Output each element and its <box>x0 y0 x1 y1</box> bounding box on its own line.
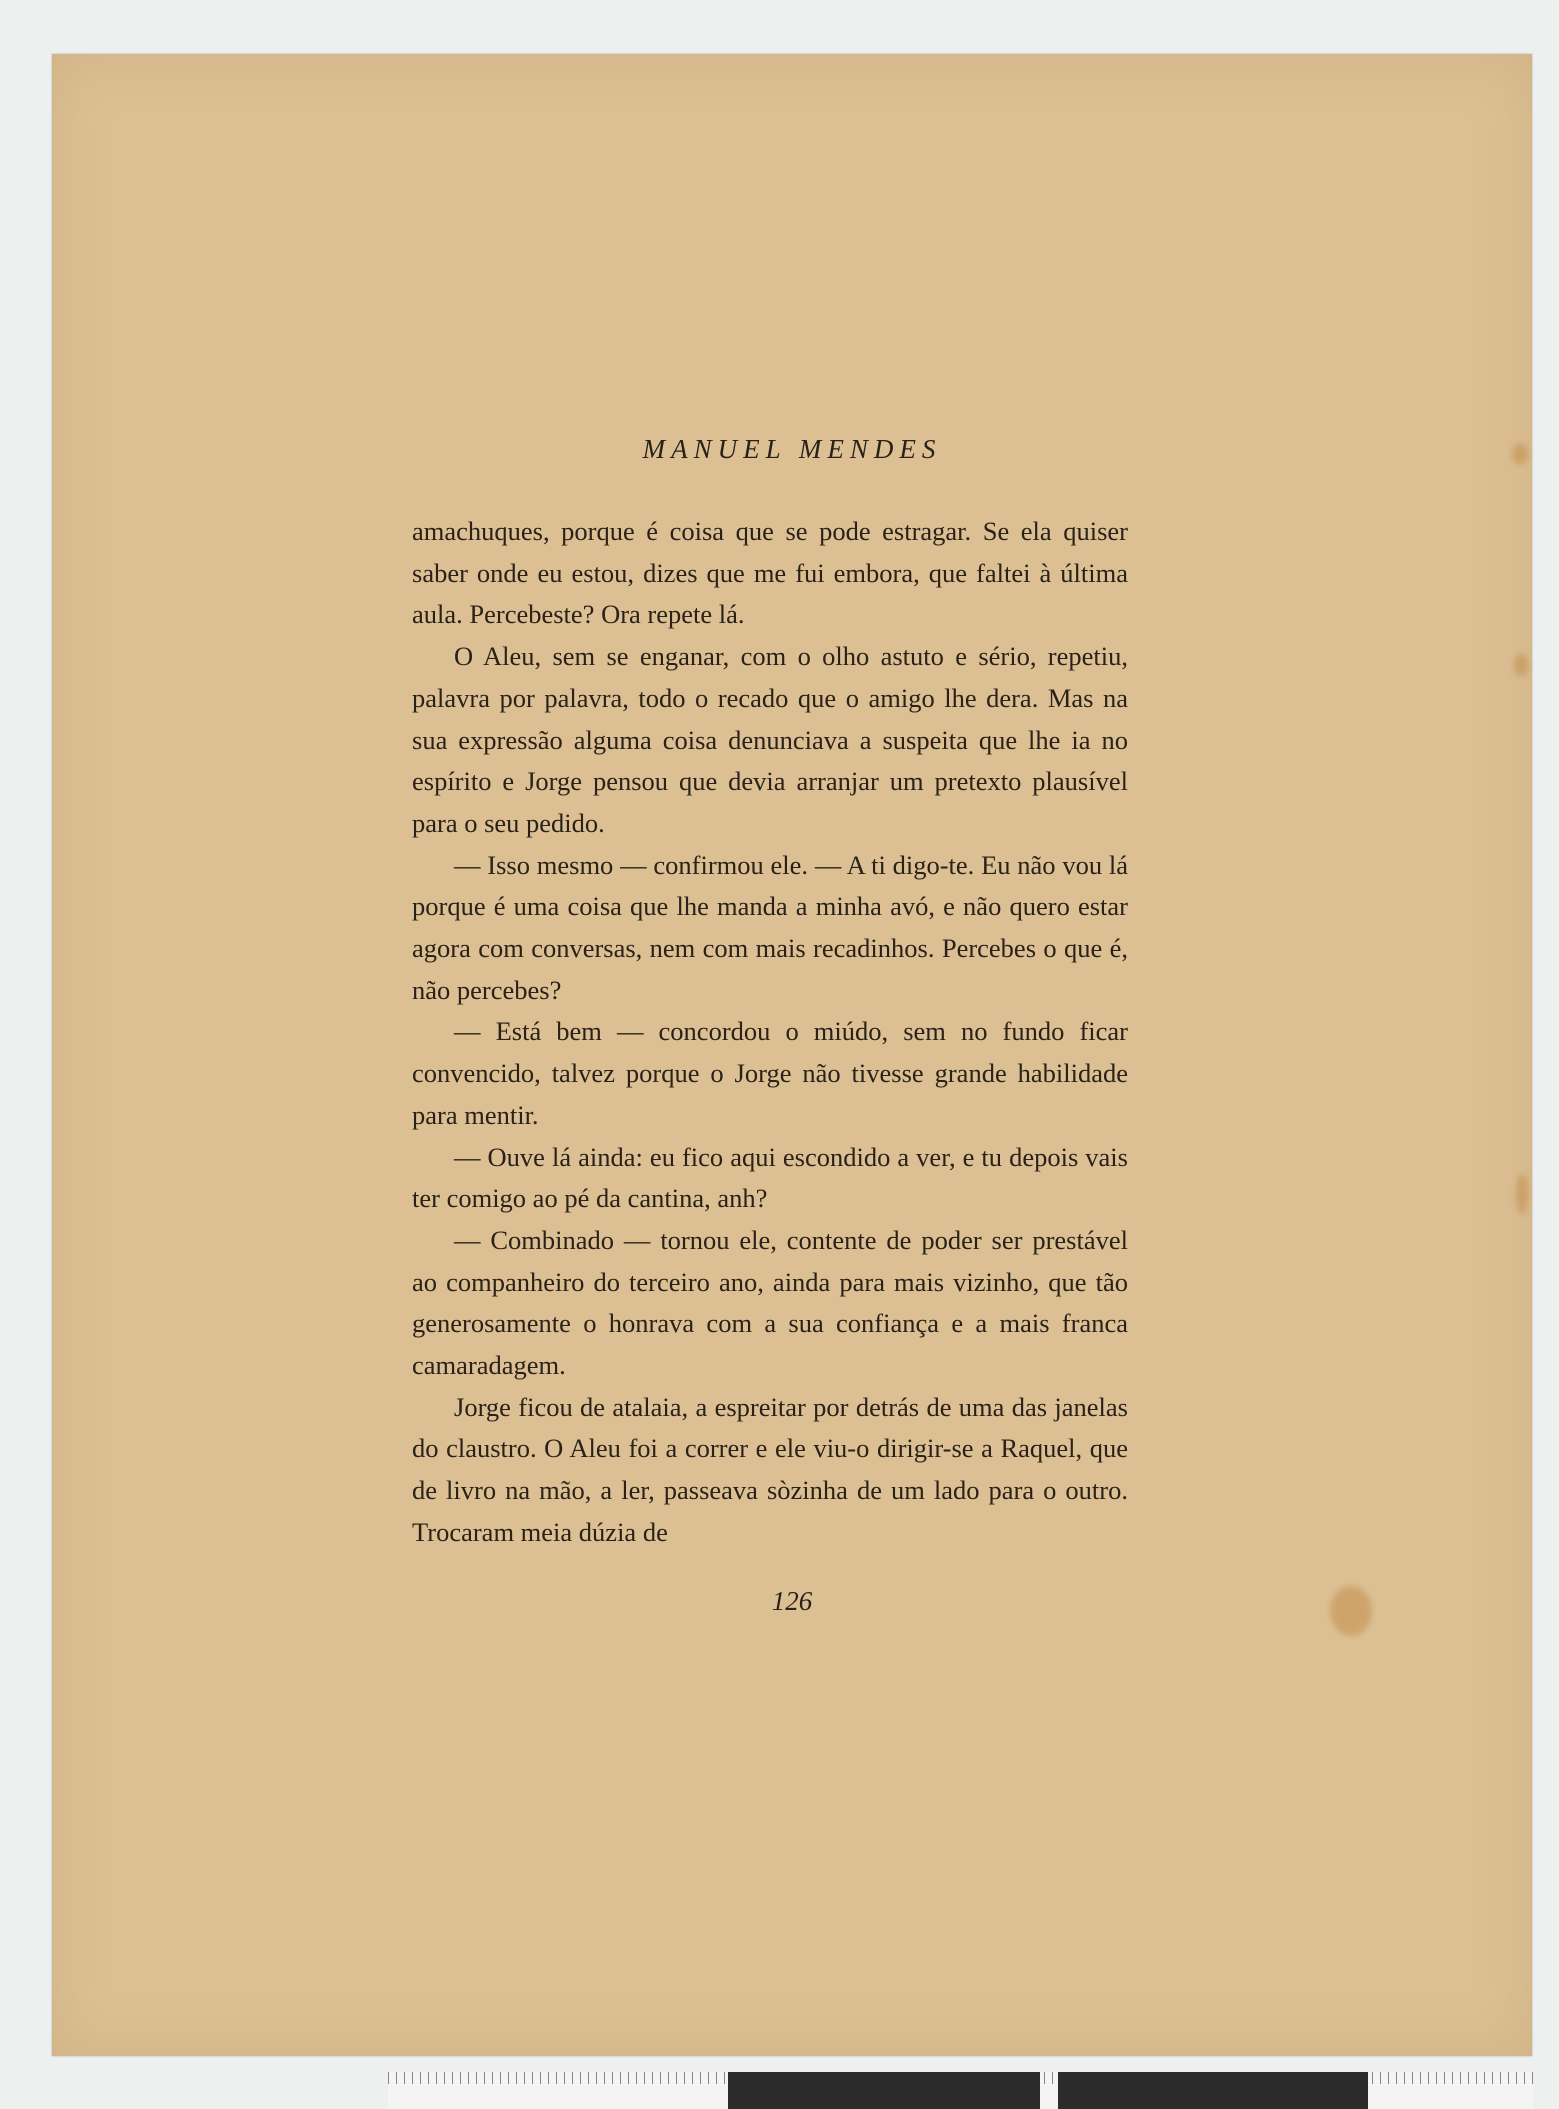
foxing-stain <box>1514 654 1528 676</box>
book-page <box>52 54 1532 2056</box>
running-header: MANUEL MENDES <box>642 434 942 464</box>
paragraph: — Isso mesmo — confirmou ele. — A ti digo-te. Eu não vou lá porque é uma coisa que lhe manda a minha avó, e não quero estar agora com conversas, nem com mais recadinhos. Percebes o que é, não percebes? <box>412 849 1128 1005</box>
foxing-stain <box>1516 1174 1528 1214</box>
paragraph: O Aleu, sem se enganar, com o olho astuto e sério, repetiu, palavra por palavra, todo o recado que o amigo lhe dera. Mas na sua expressão alguma coisa denunciava a suspeita que lhe ia no espírito e Jorge pensou que devia arranjar um pretexto plausível para o seu pedido. <box>412 641 1128 838</box>
ruler-black-segment <box>728 2072 1040 2109</box>
body-text <box>412 511 1128 1554</box>
paragraph: — Combinado — tornou ele, contente de poder ser prestável ao companheiro do terceiro ano, ainda para mais vizinho, que tão generosamente o honrava com a sua confiança e a mais franca camaradagem. <box>412 1224 1128 1381</box>
scale-ruler <box>388 2072 1533 2109</box>
paragraph: — Ouve lá ainda: eu fico aqui escondido a ver, e tu depois vais ter comigo ao pé da cantina, anh? <box>412 1141 1128 1214</box>
paragraph: Jorge ficou de atalaia, a espreitar por detrás de uma das janelas do claustro. O Aleu foi a correr e ele viu-o dirigir-se a Raquel, que de livro na mão, a ler, passeava sòzinha de um lado para o outro. Trocaram meia dúzia de <box>412 1391 1128 1547</box>
paragraph: — Está bem — concordou o miúdo, sem no fundo ficar convencido, talvez porque o Jorge não tivesse grande habilidade para mentir. <box>412 1016 1128 1130</box>
ruler-black-segment <box>1058 2072 1368 2109</box>
page-number: 126 <box>771 1586 813 1616</box>
paragraph: amachuques, porque é coisa que se pode estragar. Se ela quiser saber onde eu estou, dizes que me fui embora, que faltei à última aula. Percebeste? Ora repete lá. <box>412 516 1128 630</box>
